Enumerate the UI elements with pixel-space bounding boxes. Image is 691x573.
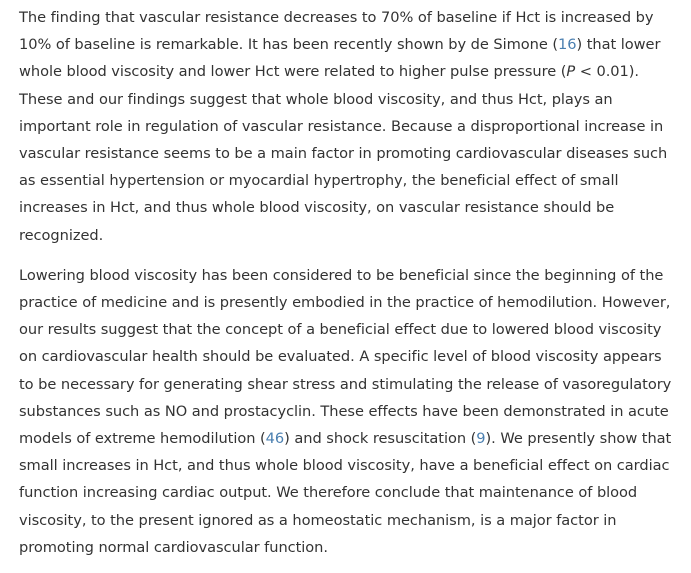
paragraph-2-text: ). We presently show that small increases in Hct, and thus whole blood viscosity, have a beneficial effect on cardiac function increasing cardiac output. We therefore conclude that maintenance of blood viscosity, to the present ignored as a homeostatic mechanism, is a major factor in promoting normal cardiovascular function. <box>19 430 672 556</box>
reference-link-46[interactable]: 46 <box>265 430 285 448</box>
article-body <box>19 4 677 561</box>
paragraph-2-text: ) and shock resuscitation ( <box>284 430 477 448</box>
paragraph-1-text: < 0.01). These and our findings suggest that whole blood viscosity, and thus Hct, plays an important role in regulation of vascular resistance. Because a disproportional increase in vascular resistance seems to be a main factor in promoting cardiovascular diseases such as essential hypertension or myocardial hypertrophy, the beneficial effect of small increases in Hct, and thus whole blood viscosity, on vascular resistance should be recognized. <box>19 63 668 244</box>
paragraph-1-text: The finding that vascular resistance decreases to 70% of baseline if Hct is increased by 10% of baseline is remarkable. It has been recently shown by de Simone ( <box>19 9 654 54</box>
p-value-symbol: P <box>566 63 576 81</box>
paragraph-1 <box>19 4 677 249</box>
reference-link-9[interactable]: 9 <box>476 430 486 448</box>
paragraph-1-text: ) that lower whole blood viscosity and lower Hct were related to higher pulse pressure ( <box>19 36 661 81</box>
paragraph-2-text: Lowering blood viscosity has been considered to be beneficial since the beginning of the practice of medicine and is presently embodied in the practice of hemodilution. However, our results suggest that the concept of a beneficial effect due to lowered blood viscosity on cardiovascular health should be evaluated. A specific level of blood viscosity appears to be necessary for generating shear stress and stimulating the release of vasoregulatory substances such as NO and prostacyclin. These effects have been demonstrated in acute models of extreme hemodilution ( <box>19 266 672 448</box>
paragraph-2 <box>19 262 677 561</box>
reference-link-16[interactable]: 16 <box>558 36 577 54</box>
